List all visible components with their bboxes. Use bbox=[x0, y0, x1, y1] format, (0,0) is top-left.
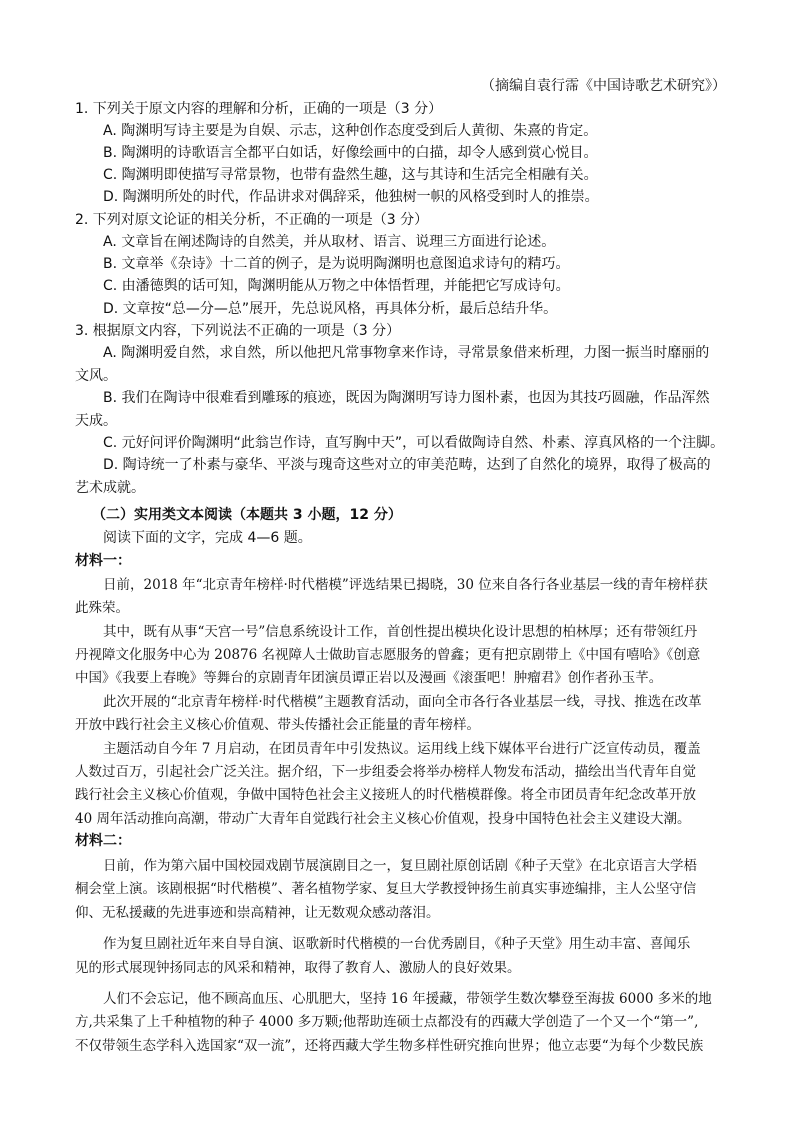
question-3-option-d-cont: 艺术成就。 bbox=[75, 480, 145, 496]
section-heading: （二）实用类文本阅读（本题共 3 小题，12 分） bbox=[92, 507, 402, 523]
material-2-line: 方,共采集了上千种植物的种子 4000 多万颗;他帮助连硕士点都没有的西藏大学创造了一个又一个“第一”, bbox=[75, 1014, 699, 1030]
question-3-option-b: B. 我们在陶诗中很难看到雕琢的痕迹，既因为陶渊明写诗力图朴素，也因为其技巧圆融，作品浑然 bbox=[103, 390, 710, 406]
question-2-option-b: B. 文章举《杂诗》十二首的例子，是为说明陶渊明也意图追求诗句的精巧。 bbox=[103, 256, 570, 272]
material-1-line: 此次开展的“北京青年榜样·时代楷模”主题教育活动，面向全市各行各业基层一线，寻找、推选在改革 bbox=[103, 694, 702, 710]
material-2-line: 日前，作为第六届中国校园戏剧节展演剧目之一，复旦剧社原创话剧《种子天堂》在北京语言大学梧 bbox=[103, 858, 697, 874]
question-3-option-c: C. 元好问评价陶渊明“此翁岂作诗，直写胸中天”，可以看做陶诗自然、朴素、淳真风格的一个注脚。 bbox=[103, 435, 725, 451]
material-1-line: 主题活动自今年 7 月启动，在团员青年中引发热议。运用线上线下媒体平台进行广泛宣传动员，覆盖 bbox=[103, 741, 701, 757]
material-1-line: 此殊荣。 bbox=[75, 600, 129, 616]
question-3-option-a-cont: 文风。 bbox=[75, 368, 117, 384]
material-2-line: 见的形式展现钟扬同志的风采和精神，取得了教育人、激励人的良好效果。 bbox=[75, 960, 521, 976]
material-2-line: 桐会堂上演。该剧根据“时代楷模”、著名植物学家、复旦大学教授钟扬生前真实事迹编排，主人公坚守信 bbox=[75, 881, 697, 897]
question-3-option-b-cont: 天成。 bbox=[75, 413, 117, 429]
question-1-option-a: A. 陶渊明写诗主要是为自娱、示志，这种创作态度受到后人黄彻、朱熹的肯定。 bbox=[103, 123, 598, 139]
material-2-line: 作为复旦剧社近年来自导自演、讴歌新时代楷模的一台优秀剧目，《种子天堂》用生动丰富、喜闻乐 bbox=[103, 936, 691, 952]
material-2-line: 仰、无私援藏的先进事迹和崇高精神，让无数观众感动落泪。 bbox=[75, 905, 440, 921]
question-1-option-c: C. 陶渊明即使描写寻常景物，也带有盎然生趣，这与其诗和生活完全相融有关。 bbox=[103, 167, 598, 183]
material-2-line: 人们不会忘记，他不顾高血压、心肌肥大，坚持 16 年援藏，带领学生数次攀登至海拔 6000 多米的地 bbox=[103, 991, 712, 1007]
question-2-option-a: A. 文章旨在阐述陶诗的自然美，并从取材、语言、说理三方面进行论述。 bbox=[103, 234, 556, 250]
question-3-option-a: A. 陶渊明爱自然，求自然，所以他把凡常事物拿来作诗，寻常景象借来析理，力图一振当时靡丽的 bbox=[103, 345, 710, 361]
material-2-line: 不仅带领生态学科入选国家“双一流”，还将西藏大学生物多样性研究推向世界；他立志要“为每个少数民族 bbox=[75, 1038, 704, 1054]
material-1-line: 其中，既有从事“天宫一号”信息系统设计工作，首创性提出模块化设计思想的柏林厚；还有带领红丹 bbox=[103, 624, 698, 640]
material-2-label: 材料二： bbox=[75, 833, 131, 849]
question-3-stem: 3. 根据原文内容，下列说法不正确的一项是（3 分） bbox=[75, 323, 401, 339]
question-2-stem: 2. 下列对原文论证的相关分析，不正确的一项是（3 分） bbox=[75, 212, 429, 228]
material-1-line: 中国》《我要上春晚》等舞台的京剧青年团演员谭正岩以及漫画《滚蛋吧！肿瘤君》创作者孙玉芊。 bbox=[75, 670, 663, 686]
material-1-line: 日前，2018 年“北京青年榜样·时代楷模”评选结果已揭晓，30 位来自各行各业基层一线的青年榜样获 bbox=[103, 577, 708, 593]
material-1-line: 丹视障文化服务中心为 20876 名视障人士做助盲志愿服务的曾鑫；更有把京剧带上《中国有嘻哈》《创意 bbox=[75, 647, 701, 663]
question-3-option-d: D. 陶诗统一了朴素与豪华、平淡与瑰奇这些对立的审美范畴，达到了自然化的境界，取得了极高的 bbox=[103, 457, 711, 473]
material-1-line: 40 周年活动推向高潮，带动广大青年自觉践行社会主义核心价值观，投身中国特色社会主义建设大潮。 bbox=[75, 811, 691, 827]
source-citation: （摘编自袁行霈《中国诗歌艺术研究》） bbox=[481, 78, 726, 94]
question-1-stem: 1. 下列关于原文内容的理解和分析，正确的一项是（3 分） bbox=[75, 101, 443, 117]
material-1-label: 材料一： bbox=[75, 553, 131, 569]
question-2-option-d: D. 文章按“总—分—总”展开，先总说风格，再具体分析，最后总结升华。 bbox=[103, 301, 558, 317]
material-1-line: 人数过百万，引起社会广泛关注。据介绍，下一步组委会将举办榜样人物发布活动，描绘出当代青年自觉 bbox=[75, 764, 696, 780]
question-2-option-c: C. 由潘德舆的话可知，陶渊明能从万物之中体悟哲理，并能把它写成诗句。 bbox=[103, 278, 570, 294]
material-1-line: 践行社会主义核心价值观，争做中国特色社会主义接班人的时代楷模群像。将全市团员青年纪念改革开放 bbox=[75, 787, 696, 803]
section-instruction: 阅读下面的文字，完成 4—6 题。 bbox=[103, 530, 312, 546]
question-1-option-d: D. 陶渊明所处的时代，作品讲求对偶辞采，他独树一帜的风格受到时人的推崇。 bbox=[103, 189, 599, 205]
question-1-option-b: B. 陶渊明的诗歌语言全都平白如话，好像绘画中的白描，却令人感到赏心悦目。 bbox=[103, 145, 598, 161]
material-1-line: 开放中践行社会主义核心价值观、带头传播社会正能量的青年榜样。 bbox=[75, 717, 480, 733]
